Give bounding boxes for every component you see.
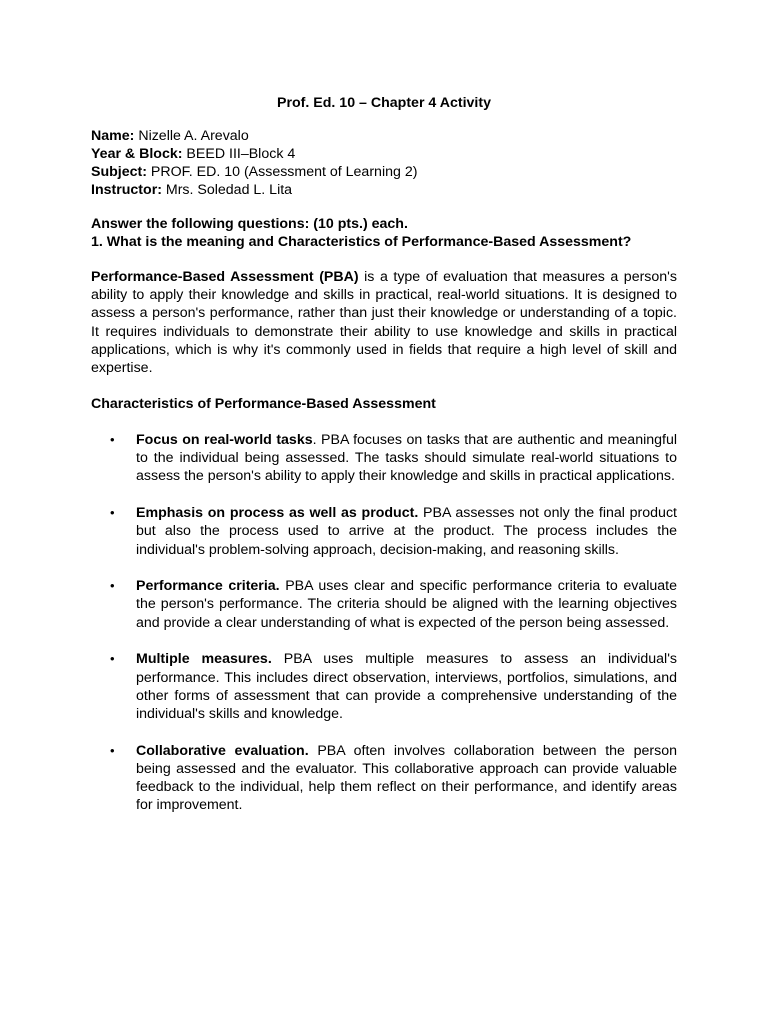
question-1: 1. What is the meaning and Characteristics of Performance-Based Assessment? xyxy=(91,234,632,250)
characteristic-term: Performance criteria. xyxy=(136,578,280,595)
characteristic-term: Emphasis on process as well as product. xyxy=(136,505,419,522)
characteristics-list xyxy=(110,431,677,833)
student-info xyxy=(91,127,417,199)
characteristic-text: PBA uses multiple measures to assess an individual's performance. This includes direct observation, interviews, portfolios, simulations, and other forms of assessment that can provide a comprehensive understanding of the individual's skills and knowledge. xyxy=(136,651,677,722)
info-subject xyxy=(91,163,417,181)
list-item xyxy=(110,742,677,815)
pba-definition-paragraph xyxy=(91,268,677,377)
pba-term: Performance-Based Assessment (PBA) xyxy=(91,269,359,285)
questions-block xyxy=(91,215,631,251)
characteristic-term: Multiple measures. xyxy=(136,651,272,668)
info-year-block xyxy=(91,145,417,163)
list-item xyxy=(110,504,677,559)
info-label: Name: xyxy=(91,128,135,144)
info-name xyxy=(91,127,417,145)
instructions-text: Answer the following questions: (10 pts.) each. xyxy=(91,216,408,232)
info-value: BEED III–Block 4 xyxy=(182,146,296,162)
characteristic-text: . PBA focuses on tasks that are authentic and meaningful to the individual being assessed. The tasks should simulate real-world situations to assess the person's ability to apply their knowledge and skills in practical applications. xyxy=(136,432,677,485)
pba-definition-text: is a type of evaluation that measures a person's ability to apply their knowledge and skills in practical, real-world situations. It is designed to assess a person's performance, rather than just their knowledge or understanding of a topic. It requires individuals to demonstrate their ability to use knowledge and skills in practical applications, which is why it's commonly used in fields that require a high level of skill and expertise. xyxy=(91,269,677,377)
info-label: Instructor: xyxy=(91,182,162,198)
characteristic-text: PBA often involves collaboration between the person being assessed and the evaluator. This collaborative approach can provide valuable feedback to the individual, help them reflect on their performance, and identify areas for improvement. xyxy=(136,742,677,814)
document-title: Prof. Ed. 10 – Chapter 4 Activity xyxy=(277,95,491,111)
list-item xyxy=(110,650,677,723)
characteristic-text: PBA assesses not only the final product but also the process used to arrive at the product. The process includes the individual's problem-solving approach, decision-making, and reasoning skills. xyxy=(136,505,677,558)
characteristic-text: PBA uses clear and specific performance criteria to evaluate the person's performance. The criteria should be aligned with the learning objectives and provide a clear understanding of what is expected of the person being assessed. xyxy=(136,578,677,631)
bullet-icon: • xyxy=(110,742,115,758)
bullet-icon: • xyxy=(110,578,115,594)
list-item xyxy=(110,431,677,486)
characteristic-term: Collaborative evaluation. xyxy=(136,742,309,759)
info-label: Subject: xyxy=(91,164,147,180)
info-value: PROF. ED. 10 (Assessment of Learning 2) xyxy=(146,164,418,180)
characteristics-heading: Characteristics of Performance-Based Assessment xyxy=(91,396,436,412)
bullet-icon: • xyxy=(110,432,115,447)
bullet-icon: • xyxy=(110,505,115,521)
info-label: Year & Block: xyxy=(91,146,183,162)
info-value: Nizelle A. Arevalo xyxy=(134,128,249,144)
bullet-icon: • xyxy=(110,651,115,667)
info-value: Mrs. Soledad L. Lita xyxy=(161,182,293,198)
characteristic-term: Focus on real-world tasks xyxy=(136,432,313,448)
list-item xyxy=(110,577,677,632)
info-instructor xyxy=(91,181,417,199)
